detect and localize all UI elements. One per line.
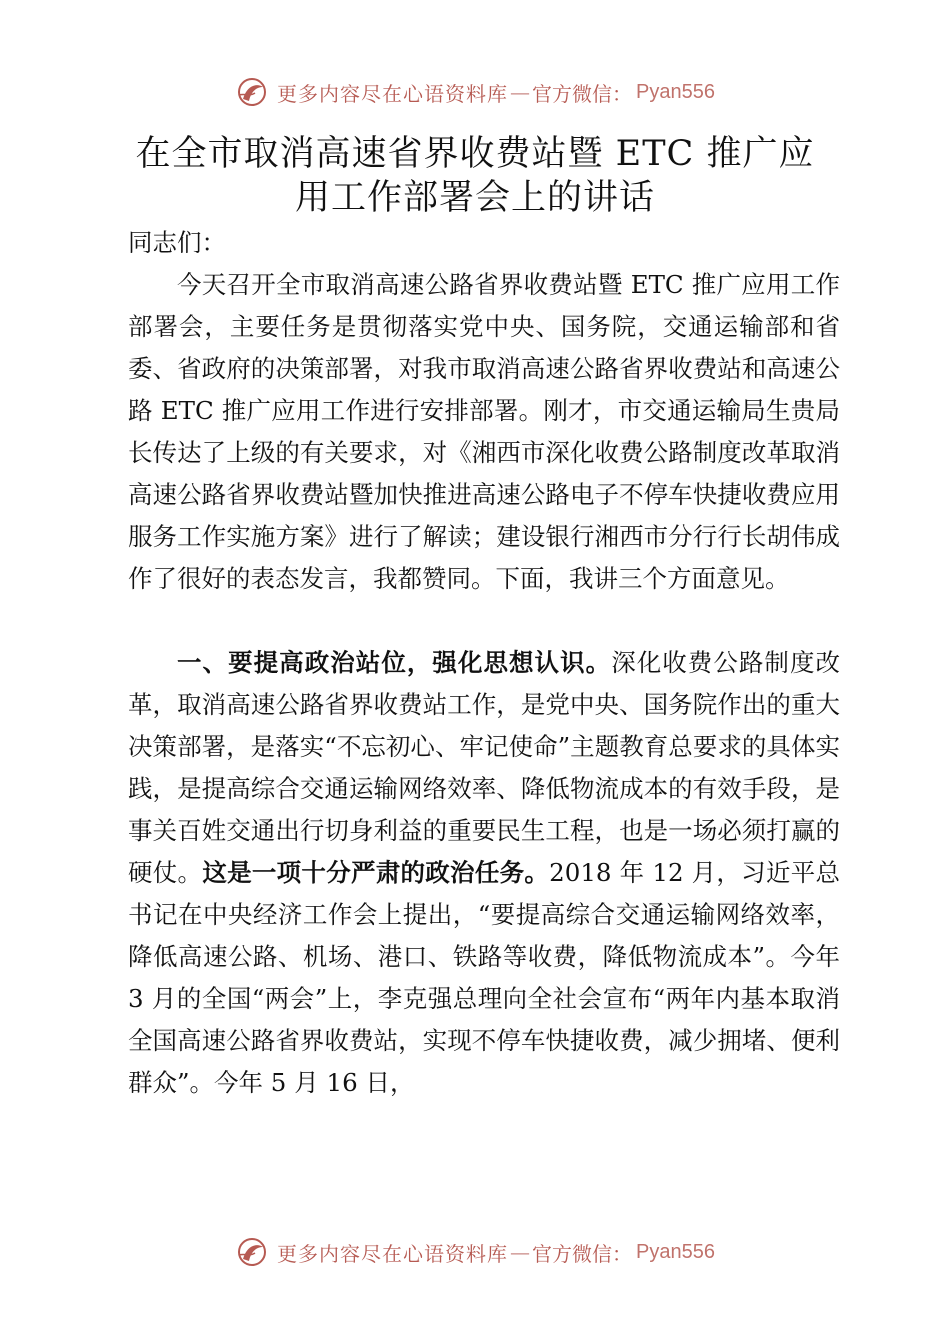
logo-icon — [235, 75, 269, 109]
paragraph-intro: 今天召开全市取消高速公路省界收费站暨 ETC 推广应用工作部署会，主要任务是贯彻落实党中央、国务院，交通运输部和省委、省政府的决策部署，对我市取消高速公路省界收费站和高速公路 ETC 推广应用工作进行安排部署。刚才，市交通运输局生贵局长传达了上级的有关要求，对《湘西市深化收费公路制度改革取消高速公路省界收费站暨加快推进高速公路电子不停车快捷收费应用服务工作实施方案》进行了解读；建设银行湘西市分行行长胡伟成作了很好的表态发言，我都赞同。下面，我讲三个方面意见。 — [128, 270, 840, 593]
doc-title-line2: 用工作部署会上的讲话 — [294, 178, 655, 218]
greeting: 同志们： — [128, 228, 226, 257]
section-heading: 一、要提高政治站位，强化思想认识。 — [177, 648, 612, 677]
watermark-banner-top — [0, 72, 950, 112]
watermark-dash: — — [510, 80, 531, 104]
section-emphasis: 这是一项十分严肃的政治任务。 — [202, 858, 550, 887]
section-text-b: 2018 年 12 月，习近平总书记在中央经济工作会上提出，“要提高综合交通运输网络效率，降低高速公路、机场、港口、铁路等收费，降低物流成本”。今年 3 月的全国“两会”上，李克强总理向全社会宣布“两年内基本取消全国高速公路省界收费站，实现不停车快捷收费，减少拥堵、便利群众”。今年 5 月 16 日， — [128, 858, 841, 1097]
logo-icon — [235, 1235, 269, 1269]
watermark-dash: — — [510, 1240, 531, 1264]
watermark-wechat-id: Pyan556 — [636, 1240, 715, 1263]
watermark-banner-bottom — [0, 1232, 950, 1272]
watermark-wechat-label: 官方微信： — [532, 81, 633, 106]
watermark-text: 更多内容尽在心语资料库 — [277, 81, 509, 106]
paragraph-section-one — [128, 642, 840, 1104]
doc-title-line1: 在全市取消高速省界收费站暨 ETC 推广应 — [135, 134, 815, 174]
section-text-a: 深化收费公路制度改革，取消高速公路省界收费站工作，是党中央、国务院作出的重大决策部署，是落实“不忘初心、牢记使命”主题教育总要求的具体实践，是提高综合交通运输网络效率、降低物流成本的有效手段，是事关百姓交通出行切身利益的重要民生工程，也是一场必须打赢的硬仗。 — [128, 648, 841, 887]
watermark-text: 更多内容尽在心语资料库 — [277, 1241, 509, 1266]
watermark-wechat-id: Pyan556 — [636, 80, 715, 103]
watermark-wechat-label: 官方微信： — [532, 1241, 633, 1266]
